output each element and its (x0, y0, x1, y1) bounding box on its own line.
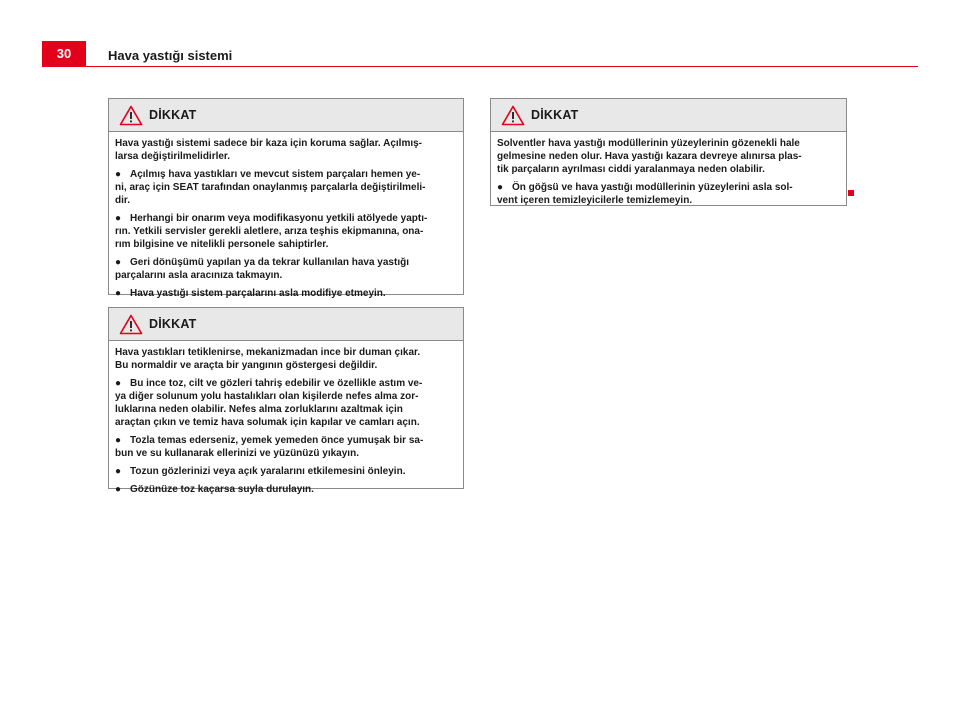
warning-triangle-icon (501, 105, 525, 126)
warning-box-body (109, 132, 463, 306)
warning-bullet-text: Bu ince toz, cilt ve gözleri tahriş edebilir ve özellikle astım ve- ya diğer solunum yolu hastalıkları olan kişilerde nefes alma zor- luklarına neden olabilir. Nefes alma zorluklarını azaltmak için araçtan çıkın ve temiz hava solumak için kapılar ve camları açın. (115, 378, 423, 428)
bullet-dot-icon: ● (497, 182, 504, 193)
warning-label: DİKKAT (531, 108, 579, 122)
warning-box-body (491, 132, 846, 213)
bullet-dot-icon: ● (115, 288, 122, 299)
bullet-dot-icon: ● (115, 435, 122, 446)
warning-bullet (115, 434, 456, 460)
warning-box-body (109, 341, 463, 502)
warning-label: DİKKAT (149, 108, 197, 122)
warning-bullet-text: Açılmış hava yastıkları ve mevcut sistem parçaları hemen ye- ni, araç için SEAT tarafından onaylanmış parçalarla değiştirilmeli- dir. (115, 169, 426, 206)
bullet-dot-icon: ● (115, 169, 122, 180)
end-of-section-marker-icon (848, 190, 854, 196)
warning-label: DİKKAT (149, 317, 197, 331)
page-number: 30 (42, 41, 86, 67)
warning-bullet (115, 377, 456, 429)
warning-bullet-text: Tozla temas ederseniz, yemek yemeden önce yumuşak bir sa- bun ve su kullanarak ellerinizi ve yüzünüzü yıkayın. (115, 435, 424, 459)
warning-bullet (115, 465, 456, 478)
warning-box-header (491, 99, 846, 132)
warning-box-solvents (490, 98, 847, 206)
warning-bullet-text: Hava yastığı sistem parçalarını asla modifiye etmeyin. (130, 288, 386, 299)
warning-bullet (115, 483, 456, 496)
bullet-dot-icon: ● (115, 213, 122, 224)
warning-bullet (115, 256, 456, 282)
warning-intro-text: Solventler hava yastığı modüllerinin yüzeylerinin gözenekli hale gelmesine neden olur. Hava yastığı kazara devreye alınırsa plas- tik parçaların ayrılması ciddi yaralanmaya neden olabilir. (497, 138, 802, 175)
warning-bullet-text: Herhangi bir onarım veya modifikasyonu yetkili atölyede yaptı- rın. Yetkili servisler gerekli aletlere, arıza teşhis ekipmanına, ona- rım bilgisine ve nitelikli personele sahiptirler. (115, 213, 428, 250)
warning-intro-text: Hava yastıkları tetiklenirse, mekanizmadan ince bir duman çıkar. Bu normaldir ve araçta bir yangının göstergesi değildir. (115, 347, 421, 371)
bullet-dot-icon: ● (115, 484, 122, 495)
warning-intro-text: Hava yastığı sistemi sadece bir kaza için koruma sağlar. Açılmış- larsa değiştirilmelidirler. (115, 138, 423, 162)
warning-bullet (115, 287, 456, 300)
warning-bullet-text: Ön göğsü ve hava yastığı modüllerinin yüzeylerini asla sol- vent içeren temizleyicilerle temizlemeyin. (497, 182, 793, 206)
warning-box-airbag-dust (108, 307, 464, 495)
warning-bullet (115, 168, 456, 207)
warning-bullet-text: Gözünüze toz kaçarsa suyla durulayın. (130, 484, 314, 495)
warning-bullet (497, 181, 839, 207)
header-divider (86, 66, 918, 67)
bullet-dot-icon: ● (115, 378, 122, 389)
warning-triangle-icon (119, 314, 143, 335)
warning-box-header (109, 99, 463, 132)
warning-bullet-text: Geri dönüşümü yapılan ya da tekrar kullanılan hava yastığı parçalarını asla aracınıza takmayın. (115, 257, 409, 281)
page-title: Hava yastığı sistemi (108, 48, 233, 63)
warning-bullet (115, 212, 456, 251)
bullet-dot-icon: ● (115, 257, 122, 268)
bullet-dot-icon: ● (115, 466, 122, 477)
warning-box-airbag-replacement (108, 98, 464, 299)
warning-triangle-icon (119, 105, 143, 126)
warning-bullet-text: Tozun gözlerinizi veya açık yaralarını etkilemesini önleyin. (130, 466, 406, 477)
warning-box-header (109, 308, 463, 341)
